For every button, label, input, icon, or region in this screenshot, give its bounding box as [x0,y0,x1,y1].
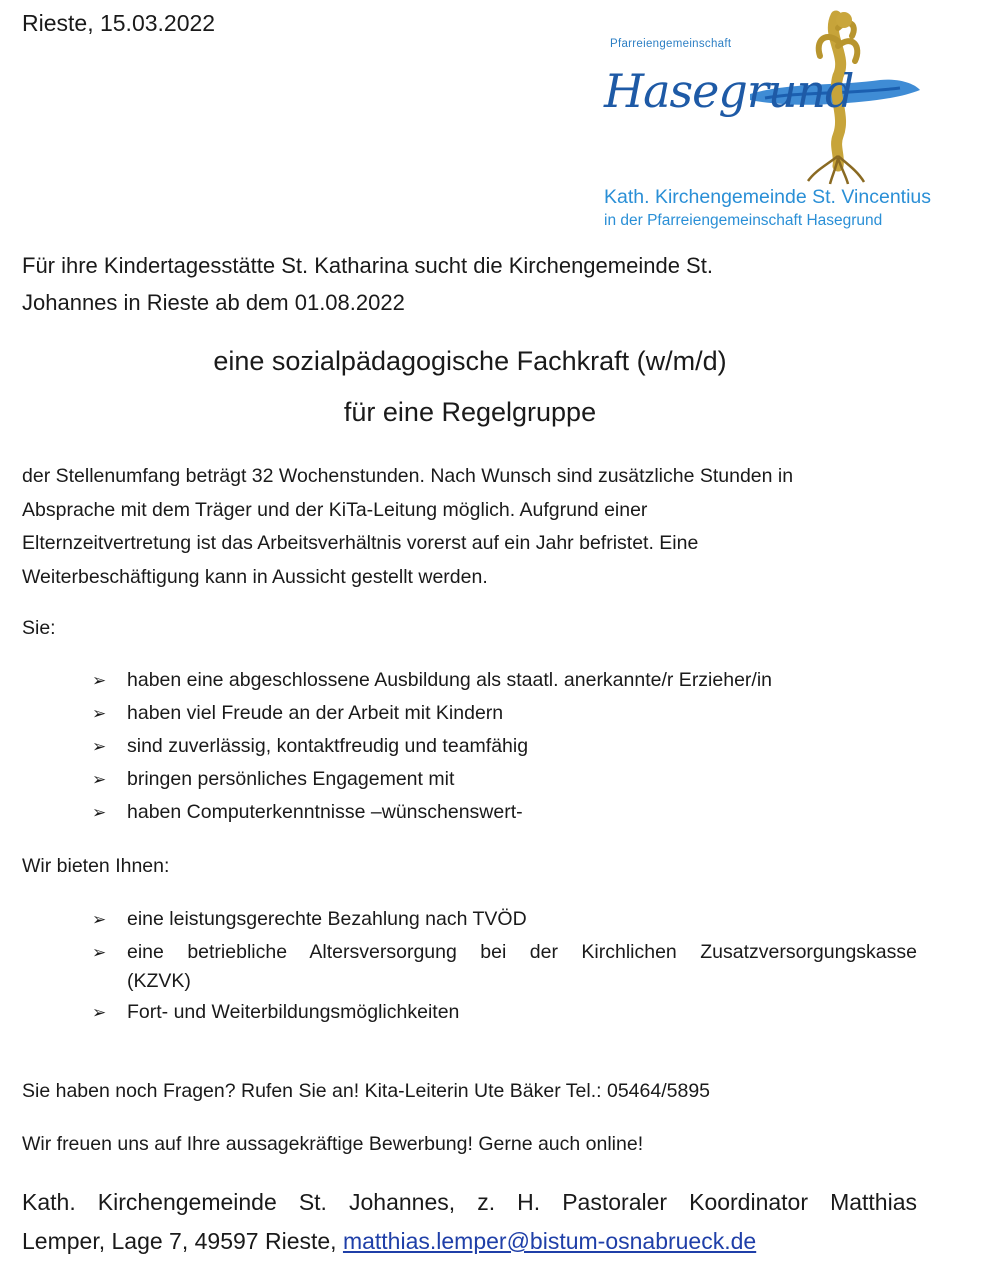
list-item: ➢ haben Computerkenntnisse –wünschenswert- [0,796,917,829]
job-subtitle: für eine Regelgruppe [343,397,597,427]
parish-subtitle: in der Pfarreiengemeinschaft Hasegrund [604,212,883,229]
intro-line: Für ihre Kindertagesstätte St. Katharina sucht die Kirchengemeinde St. [22,253,713,278]
intro-line: Johannes in Rieste ab dem 01.08.2022 [22,290,405,315]
list-item: ➢ haben viel Freude an der Arbeit mit Kindern [0,697,917,730]
contact-question: Sie haben noch Fragen? Rufen Sie an! Kita-Leiterin Ute Bäker Tel.: 05464/5895 [22,1080,711,1102]
requirements-list [0,664,1000,829]
benefits-label: Wir bieten Ihnen: [22,855,170,877]
footer-line: Lemper, Lage 7, 49597 Rieste, matthias.lemper@bistum-osnabrueck.de [22,1228,757,1254]
arrow-bullet-icon: ➢ [92,803,107,822]
requirements-label: Sie: [22,617,56,639]
logo-wordmark: Hasegrund [604,64,854,118]
parish-name: Kath. Kirchengemeinde St. Vincentius [604,186,932,208]
logo-caption: Pfarreiengemeinschaft [610,38,732,50]
list-item: ➢ sind zuverlässig, kontaktfreudig und teamfähig [0,730,917,763]
job-title: eine sozialpädagogische Fachkraft (w/m/d) [213,346,727,376]
parish-logo [600,6,970,231]
description-line: Weiterbeschäftigung kann in Aussicht gestellt werden. [22,565,488,588]
description-line: Absprache mit dem Träger und der KiTa-Leitung möglich. Aufgrund einer [22,498,648,521]
list-item: ➢ haben eine abgeschlossene Ausbildung als staatl. anerkannte/r Erzieher/in [0,664,917,697]
benefits-list [0,903,1000,1029]
footer-address [22,1183,917,1261]
footer-line: Kath. Kirchengemeinde St. Johannes, z. H. Pastoraler Koordinator Matthias [22,1189,917,1215]
list-item: ➢ eine leistungsgerechte Bezahlung nach TVÖD [0,903,917,936]
letter-date: Rieste, 15.03.2022 [22,10,216,36]
list-item: ➢ Fort- und Weiterbildungsmöglichkeiten [0,996,917,1029]
arrow-bullet-icon: ➢ [92,770,107,789]
job-description [22,460,922,594]
description-line: Elternzeitvertretung ist das Arbeitsverhältnis vorerst auf ein Jahr befristet. Eine [22,532,699,554]
list-item: ➢ bringen persönliches Engagement mit [0,763,917,796]
email-link[interactable]: matthias.lemper@bistum-osnabrueck.de [342,1228,757,1254]
arrow-bullet-icon: ➢ [92,704,107,723]
description-line: der Stellenumfang beträgt 32 Wochenstunden. Nach Wunsch sind zusätzliche Stunden in [22,465,794,487]
arrow-bullet-icon: ➢ [92,671,107,690]
arrow-bullet-icon: ➢ [92,737,107,756]
arrow-bullet-icon: ➢ [92,910,107,929]
list-item: ➢ eine betriebliche Altersversorgung bei der Kirchlichen Zusatzversorgungskasse (KZVK) [0,936,917,996]
arrow-bullet-icon: ➢ [92,1003,107,1022]
arrow-bullet-icon: ➢ [92,943,107,962]
intro-text [22,247,902,321]
closing-note: Wir freuen uns auf Ihre aussagekräftige Bewerbung! Gerne auch online! [22,1133,644,1155]
